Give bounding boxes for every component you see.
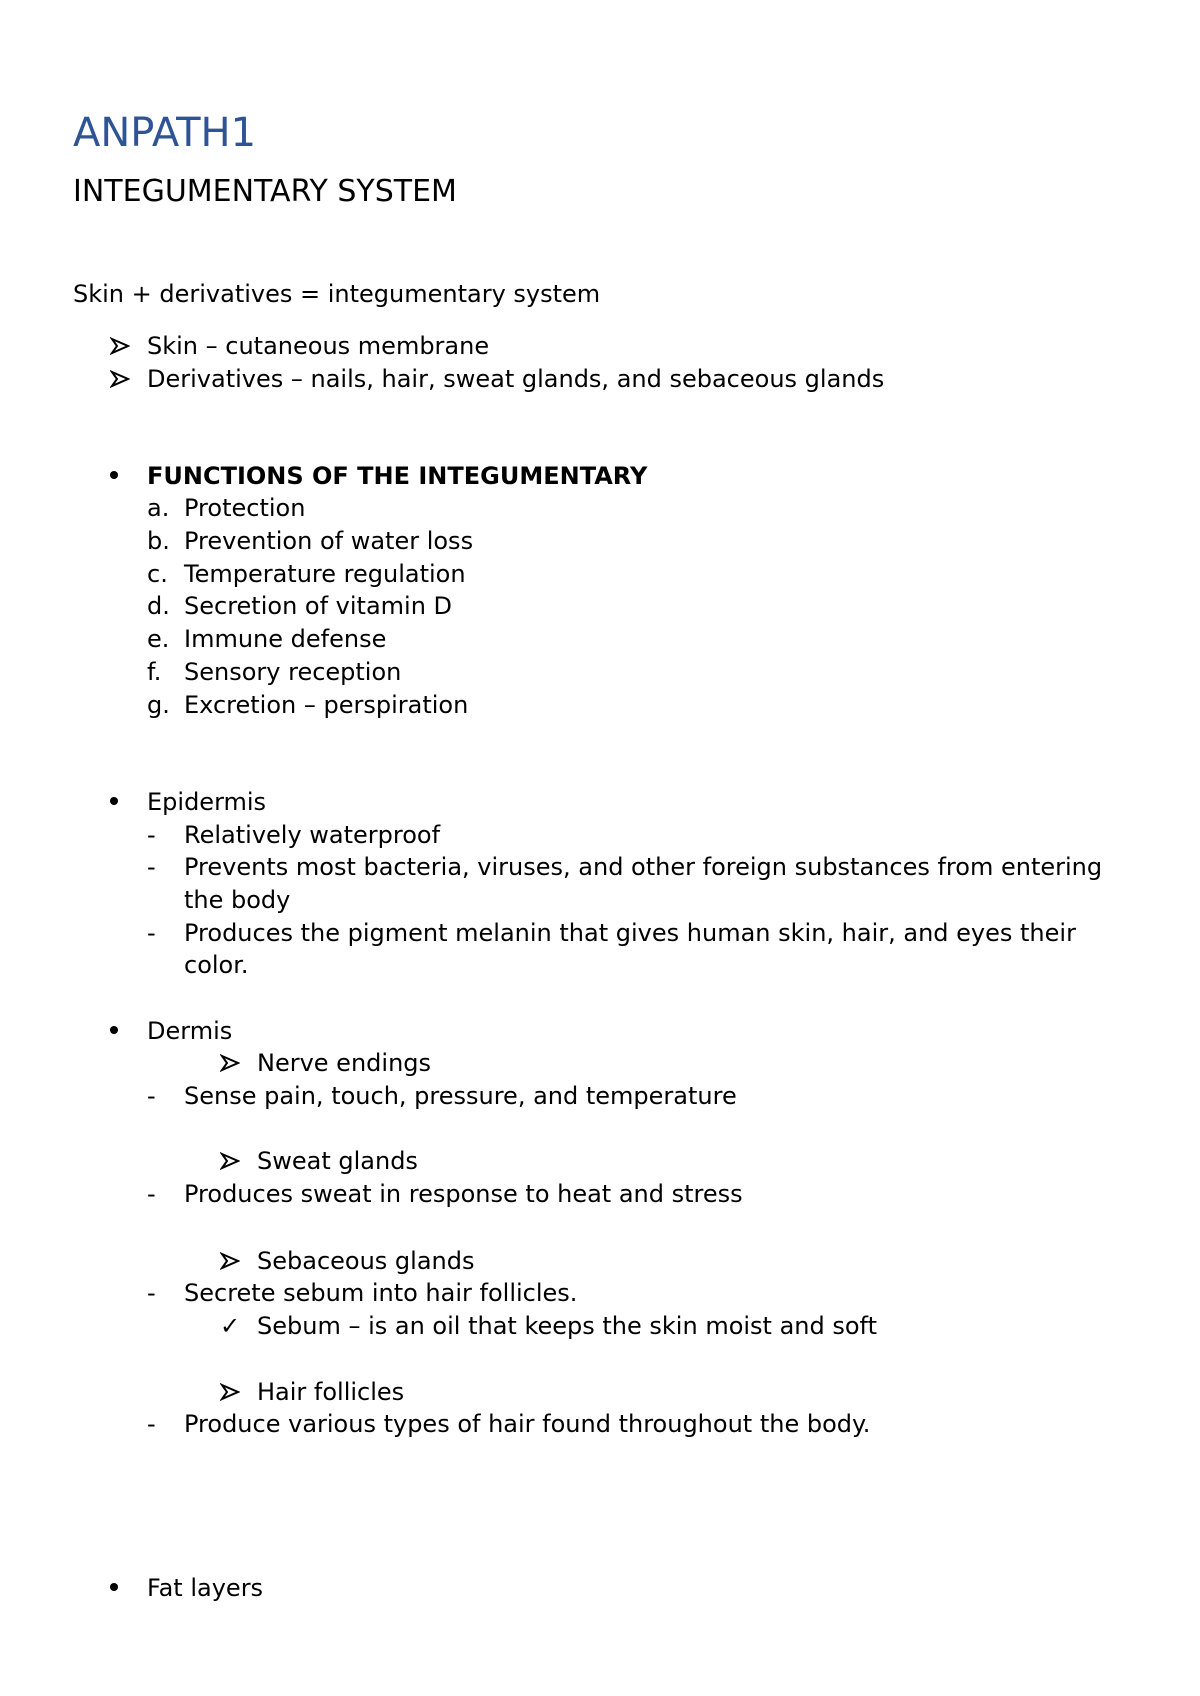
functions-heading: FUNCTIONS OF THE INTEGUMENTARY — [147, 462, 648, 490]
dash-marker: - — [147, 853, 156, 881]
list-letter: c. — [147, 560, 168, 588]
dermis-sebum-note: Sebum – is an oil that keeps the skin moist and soft — [257, 1312, 877, 1340]
list-letter: a. — [147, 494, 170, 522]
bullet-dot-icon — [110, 1583, 118, 1591]
epidermis-heading: Epidermis — [147, 788, 267, 816]
arrowhead-bullet-icon — [220, 1382, 240, 1402]
dash-marker: - — [147, 1082, 156, 1110]
arrowhead-bullet-icon — [220, 1151, 240, 1171]
function-item: Excretion – perspiration — [184, 691, 469, 719]
dermis-nerve-desc: Sense pain, touch, pressure, and temperature — [184, 1082, 737, 1110]
epidermis-item: Prevents most bacteria, viruses, and other foreign substances from entering — [184, 853, 1103, 881]
intro-item-derivatives: Derivatives – nails, hair, sweat glands, and sebaceous glands — [147, 365, 885, 393]
bullet-dot-icon — [110, 471, 118, 479]
bullet-dot-icon — [110, 797, 118, 805]
dash-marker: - — [147, 1180, 156, 1208]
dermis-sebaceous-desc: Secrete sebum into hair follicles. — [184, 1279, 578, 1307]
check-icon: ✓ — [220, 1312, 241, 1340]
epidermis-item: Produces the pigment melanin that gives human skin, hair, and eyes their — [184, 919, 1076, 947]
bullet-dot-icon — [110, 1026, 118, 1034]
list-letter: f. — [147, 658, 162, 686]
function-item: Prevention of water loss — [184, 527, 474, 555]
fat-layers-heading: Fat layers — [147, 1574, 264, 1602]
dash-marker: - — [147, 1410, 156, 1438]
function-item: Temperature regulation — [184, 560, 466, 588]
dermis-sweat-glands: Sweat glands — [257, 1147, 418, 1175]
function-item: Secretion of vitamin D — [184, 592, 453, 620]
dash-marker: - — [147, 821, 156, 849]
dermis-sebaceous-glands: Sebaceous glands — [257, 1247, 475, 1275]
epidermis-item-continued: the body — [184, 886, 291, 914]
arrowhead-bullet-icon — [110, 336, 130, 356]
intro-text: Skin + derivatives = integumentary system — [73, 280, 601, 308]
function-item: Protection — [184, 494, 306, 522]
arrowhead-bullet-icon — [220, 1053, 240, 1073]
function-item: Immune defense — [184, 625, 387, 653]
dash-marker: - — [147, 919, 156, 947]
list-letter: d. — [147, 592, 170, 620]
list-letter: e. — [147, 625, 170, 653]
dermis-nerve-endings: Nerve endings — [257, 1049, 432, 1077]
dermis-sweat-desc: Produces sweat in response to heat and stress — [184, 1180, 743, 1208]
document-title: ANPATH1 — [73, 110, 257, 156]
arrowhead-bullet-icon — [110, 369, 130, 389]
document-subtitle: INTEGUMENTARY SYSTEM — [73, 174, 457, 209]
arrowhead-bullet-icon — [220, 1251, 240, 1271]
dermis-heading: Dermis — [147, 1017, 233, 1045]
intro-item-skin: Skin – cutaneous membrane — [147, 332, 490, 360]
dermis-hair-desc: Produce various types of hair found throughout the body. — [184, 1410, 871, 1438]
epidermis-item: Relatively waterproof — [184, 821, 441, 849]
list-letter: b. — [147, 527, 170, 555]
dash-marker: - — [147, 1279, 156, 1307]
dermis-hair-follicles: Hair follicles — [257, 1378, 405, 1406]
function-item: Sensory reception — [184, 658, 402, 686]
list-letter: g. — [147, 691, 170, 719]
epidermis-item-continued: color. — [184, 951, 249, 979]
